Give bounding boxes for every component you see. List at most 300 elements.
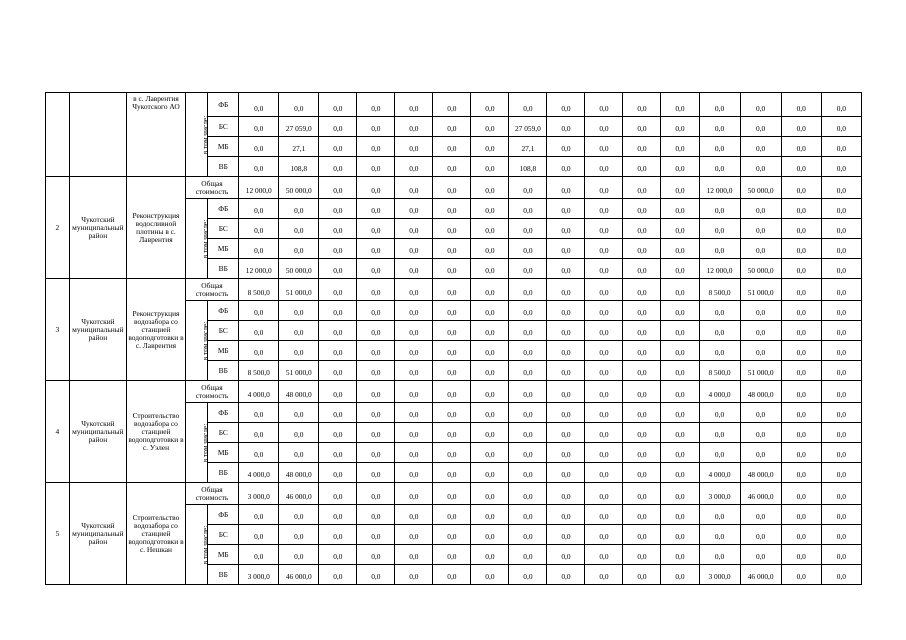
value-cell: 0,0 bbox=[547, 361, 585, 381]
source-cell: ФБ bbox=[208, 93, 239, 117]
value-cell: 3 000,0 bbox=[239, 483, 279, 505]
value-cell: 0,0 bbox=[471, 137, 509, 157]
value-cell: 0,0 bbox=[319, 321, 357, 341]
value-cell: 0,0 bbox=[740, 423, 781, 443]
value-cell: 0,0 bbox=[661, 219, 699, 239]
value-cell: 0,0 bbox=[585, 545, 623, 565]
project-cell: в с. Лаврентия Чукотского АО bbox=[127, 93, 186, 177]
value-cell: 0,0 bbox=[781, 301, 821, 321]
value-cell: 0,0 bbox=[433, 177, 471, 199]
value-cell: 0,0 bbox=[239, 403, 279, 423]
value-cell: 0,0 bbox=[509, 279, 547, 301]
value-cell: 0,0 bbox=[509, 423, 547, 443]
value-cell: 0,0 bbox=[395, 177, 433, 199]
total-cost-label: Общая стоимость bbox=[185, 279, 238, 301]
source-cell: БС bbox=[208, 423, 239, 443]
value-cell: 0,0 bbox=[395, 301, 433, 321]
value-cell: 3 000,0 bbox=[239, 565, 279, 585]
value-cell: 0,0 bbox=[740, 525, 781, 545]
value-cell: 0,0 bbox=[781, 505, 821, 525]
rotated-label: в том числе: bbox=[200, 525, 210, 564]
project-cell: Строительство водозабора со станцией водоподготовки в с. Нешкан bbox=[127, 483, 186, 585]
value-cell: 0,0 bbox=[699, 219, 740, 239]
value-cell: 0,0 bbox=[623, 443, 661, 463]
value-cell: 0,0 bbox=[509, 361, 547, 381]
value-cell: 8 500,0 bbox=[239, 279, 279, 301]
value-cell: 50 000,0 bbox=[740, 177, 781, 199]
value-cell: 0,0 bbox=[740, 403, 781, 423]
value-cell: 0,0 bbox=[433, 321, 471, 341]
value-cell: 0,0 bbox=[585, 525, 623, 545]
rotated-label: в том числе: bbox=[200, 219, 210, 258]
value-cell: 0,0 bbox=[395, 505, 433, 525]
value-cell: 0,0 bbox=[433, 423, 471, 443]
value-cell: 0,0 bbox=[239, 157, 279, 177]
value-cell: 0,0 bbox=[547, 279, 585, 301]
value-cell: 0,0 bbox=[471, 279, 509, 301]
value-cell: 0,0 bbox=[699, 117, 740, 137]
row-number-cell: 2 bbox=[46, 177, 70, 279]
value-cell: 0,0 bbox=[547, 443, 585, 463]
value-cell: 0,0 bbox=[623, 483, 661, 505]
value-cell: 0,0 bbox=[623, 463, 661, 483]
value-cell: 0,0 bbox=[781, 463, 821, 483]
rotated-label-cell bbox=[185, 301, 208, 381]
value-cell: 0,0 bbox=[471, 117, 509, 137]
value-cell: 0,0 bbox=[319, 545, 357, 565]
value-cell: 4 000,0 bbox=[239, 381, 279, 403]
value-cell: 0,0 bbox=[781, 483, 821, 505]
value-cell: 0,0 bbox=[395, 239, 433, 259]
value-cell: 3 000,0 bbox=[699, 565, 740, 585]
municipality-cell: Чукотский муниципальный район bbox=[69, 279, 127, 381]
value-cell: 0,0 bbox=[623, 361, 661, 381]
value-cell: 0,0 bbox=[623, 177, 661, 199]
value-cell: 0,0 bbox=[395, 565, 433, 585]
value-cell: 0,0 bbox=[509, 93, 547, 117]
value-cell: 0,0 bbox=[585, 505, 623, 525]
value-cell: 0,0 bbox=[319, 403, 357, 423]
value-cell: 48 000,0 bbox=[279, 381, 319, 403]
value-cell: 51 000,0 bbox=[740, 361, 781, 381]
value-cell: 0,0 bbox=[471, 93, 509, 117]
value-cell: 0,0 bbox=[319, 157, 357, 177]
value-cell: 0,0 bbox=[357, 505, 395, 525]
source-cell: ВБ bbox=[208, 565, 239, 585]
source-cell: МБ bbox=[208, 545, 239, 565]
value-cell: 0,0 bbox=[357, 93, 395, 117]
value-cell: 0,0 bbox=[319, 525, 357, 545]
value-cell: 0,0 bbox=[357, 381, 395, 403]
value-cell: 0,0 bbox=[547, 93, 585, 117]
value-cell: 0,0 bbox=[661, 137, 699, 157]
value-cell: 0,0 bbox=[699, 403, 740, 423]
value-cell: 0,0 bbox=[740, 93, 781, 117]
value-cell: 0,0 bbox=[319, 93, 357, 117]
value-cell: 0,0 bbox=[239, 443, 279, 463]
value-cell: 0,0 bbox=[509, 443, 547, 463]
value-cell: 0,0 bbox=[239, 137, 279, 157]
value-cell: 0,0 bbox=[471, 403, 509, 423]
value-cell: 0,0 bbox=[395, 341, 433, 361]
value-cell: 0,0 bbox=[395, 157, 433, 177]
value-cell: 0,0 bbox=[547, 525, 585, 545]
value-cell: 0,0 bbox=[821, 157, 861, 177]
value-cell: 0,0 bbox=[357, 157, 395, 177]
value-cell: 0,0 bbox=[585, 443, 623, 463]
value-cell: 0,0 bbox=[699, 505, 740, 525]
number-cell bbox=[46, 93, 70, 177]
value-cell: 0,0 bbox=[623, 403, 661, 423]
value-cell: 0,0 bbox=[781, 137, 821, 157]
value-cell: 0,0 bbox=[509, 177, 547, 199]
value-cell: 0,0 bbox=[547, 321, 585, 341]
value-cell: 0,0 bbox=[821, 117, 861, 137]
value-cell: 0,0 bbox=[585, 565, 623, 585]
value-cell: 0,0 bbox=[471, 483, 509, 505]
value-cell: 0,0 bbox=[781, 259, 821, 279]
value-cell: 0,0 bbox=[509, 199, 547, 219]
value-cell: 0,0 bbox=[471, 525, 509, 545]
value-cell: 0,0 bbox=[781, 219, 821, 239]
value-cell: 0,0 bbox=[433, 403, 471, 423]
value-cell: 0,0 bbox=[319, 381, 357, 403]
value-cell: 0,0 bbox=[740, 341, 781, 361]
value-cell: 4 000,0 bbox=[699, 463, 740, 483]
value-cell: 0,0 bbox=[740, 199, 781, 219]
value-cell: 0,0 bbox=[433, 219, 471, 239]
value-cell: 0,0 bbox=[781, 341, 821, 361]
value-cell: 0,0 bbox=[547, 177, 585, 199]
value-cell: 0,0 bbox=[433, 505, 471, 525]
row-number-cell: 3 bbox=[46, 279, 70, 381]
value-cell: 0,0 bbox=[821, 137, 861, 157]
value-cell: 0,0 bbox=[623, 301, 661, 321]
municipality-cell: Чукотский муниципальный район bbox=[69, 381, 127, 483]
municipality-cell bbox=[69, 93, 127, 177]
value-cell: 46 000,0 bbox=[279, 565, 319, 585]
value-cell: 0,0 bbox=[661, 545, 699, 565]
value-cell: 0,0 bbox=[319, 301, 357, 321]
value-cell: 8 500,0 bbox=[239, 361, 279, 381]
value-cell: 0,0 bbox=[699, 341, 740, 361]
value-cell: 0,0 bbox=[699, 443, 740, 463]
value-cell: 0,0 bbox=[821, 219, 861, 239]
value-cell: 0,0 bbox=[433, 443, 471, 463]
value-cell: 0,0 bbox=[623, 93, 661, 117]
value-cell: 0,0 bbox=[279, 505, 319, 525]
value-cell: 0,0 bbox=[661, 279, 699, 301]
value-cell: 0,0 bbox=[661, 301, 699, 321]
value-cell: 0,0 bbox=[319, 423, 357, 443]
value-cell: 0,0 bbox=[509, 259, 547, 279]
value-cell: 12 000,0 bbox=[699, 177, 740, 199]
value-cell: 0,0 bbox=[471, 157, 509, 177]
source-cell: МБ bbox=[208, 239, 239, 259]
value-cell: 0,0 bbox=[471, 443, 509, 463]
value-cell: 4 000,0 bbox=[239, 463, 279, 483]
value-cell: 50 000,0 bbox=[279, 259, 319, 279]
value-cell: 0,0 bbox=[547, 423, 585, 443]
value-cell: 0,0 bbox=[471, 219, 509, 239]
value-cell: 0,0 bbox=[433, 259, 471, 279]
value-cell: 0,0 bbox=[239, 545, 279, 565]
source-cell: ВБ bbox=[208, 463, 239, 483]
value-cell: 0,0 bbox=[821, 301, 861, 321]
value-cell: 0,0 bbox=[239, 505, 279, 525]
value-cell: 0,0 bbox=[821, 483, 861, 505]
value-cell: 46 000,0 bbox=[279, 483, 319, 505]
value-cell: 0,0 bbox=[661, 199, 699, 219]
value-cell: 0,0 bbox=[395, 381, 433, 403]
value-cell: 0,0 bbox=[279, 443, 319, 463]
project-cell: Строительство водозабора со станцией водоподготовки в с. Уэлен bbox=[127, 381, 186, 483]
value-cell: 0,0 bbox=[585, 463, 623, 483]
table-row bbox=[46, 93, 862, 117]
value-cell: 0,0 bbox=[585, 117, 623, 137]
value-cell: 0,0 bbox=[395, 403, 433, 423]
value-cell: 0,0 bbox=[740, 321, 781, 341]
value-cell: 0,0 bbox=[357, 239, 395, 259]
value-cell: 0,0 bbox=[585, 157, 623, 177]
source-cell: МБ bbox=[208, 443, 239, 463]
value-cell: 46 000,0 bbox=[740, 565, 781, 585]
value-cell: 0,0 bbox=[661, 239, 699, 259]
value-cell: 0,0 bbox=[699, 93, 740, 117]
value-cell: 0,0 bbox=[395, 361, 433, 381]
value-cell: 0,0 bbox=[740, 239, 781, 259]
value-cell: 0,0 bbox=[395, 443, 433, 463]
value-cell: 0,0 bbox=[319, 341, 357, 361]
value-cell: 0,0 bbox=[547, 381, 585, 403]
value-cell: 0,0 bbox=[585, 137, 623, 157]
value-cell: 0,0 bbox=[585, 403, 623, 423]
value-cell: 0,0 bbox=[781, 565, 821, 585]
value-cell: 0,0 bbox=[471, 199, 509, 219]
value-cell: 0,0 bbox=[781, 93, 821, 117]
value-cell: 0,0 bbox=[740, 545, 781, 565]
value-cell: 0,0 bbox=[585, 93, 623, 117]
table-row bbox=[46, 177, 862, 199]
value-cell: 51 000,0 bbox=[740, 279, 781, 301]
value-cell: 0,0 bbox=[781, 361, 821, 381]
value-cell: 0,0 bbox=[781, 545, 821, 565]
value-cell: 0,0 bbox=[357, 525, 395, 545]
value-cell: 0,0 bbox=[279, 545, 319, 565]
value-cell: 0,0 bbox=[239, 93, 279, 117]
value-cell: 0,0 bbox=[279, 525, 319, 545]
value-cell: 0,0 bbox=[395, 545, 433, 565]
value-cell: 27,1 bbox=[279, 137, 319, 157]
value-cell: 50 000,0 bbox=[740, 259, 781, 279]
value-cell: 0,0 bbox=[319, 565, 357, 585]
value-cell: 0,0 bbox=[547, 565, 585, 585]
value-cell: 0,0 bbox=[433, 525, 471, 545]
value-cell: 0,0 bbox=[239, 199, 279, 219]
rotated-label-cell bbox=[185, 199, 208, 279]
value-cell: 0,0 bbox=[623, 545, 661, 565]
value-cell: 0,0 bbox=[585, 239, 623, 259]
value-cell: 0,0 bbox=[547, 463, 585, 483]
table-row bbox=[46, 381, 862, 403]
value-cell: 0,0 bbox=[699, 239, 740, 259]
source-cell: БС bbox=[208, 321, 239, 341]
value-cell: 0,0 bbox=[509, 321, 547, 341]
value-cell: 0,0 bbox=[395, 525, 433, 545]
value-cell: 0,0 bbox=[433, 239, 471, 259]
value-cell: 0,0 bbox=[471, 423, 509, 443]
value-cell: 51 000,0 bbox=[279, 279, 319, 301]
value-cell: 0,0 bbox=[740, 117, 781, 137]
value-cell: 0,0 bbox=[781, 117, 821, 137]
value-cell: 0,0 bbox=[547, 545, 585, 565]
value-cell: 0,0 bbox=[279, 321, 319, 341]
value-cell: 0,0 bbox=[395, 321, 433, 341]
row-number-cell: 5 bbox=[46, 483, 70, 585]
value-cell: 0,0 bbox=[821, 565, 861, 585]
value-cell: 27 059,0 bbox=[279, 117, 319, 137]
value-cell: 0,0 bbox=[509, 565, 547, 585]
value-cell: 0,0 bbox=[471, 361, 509, 381]
value-cell: 0,0 bbox=[319, 463, 357, 483]
value-cell: 0,0 bbox=[547, 219, 585, 239]
value-cell: 0,0 bbox=[623, 157, 661, 177]
value-cell: 0,0 bbox=[395, 219, 433, 239]
value-cell: 0,0 bbox=[279, 403, 319, 423]
value-cell: 0,0 bbox=[471, 321, 509, 341]
value-cell: 0,0 bbox=[433, 93, 471, 117]
value-cell: 0,0 bbox=[357, 341, 395, 361]
value-cell: 0,0 bbox=[471, 381, 509, 403]
value-cell: 0,0 bbox=[357, 279, 395, 301]
value-cell: 0,0 bbox=[471, 239, 509, 259]
value-cell: 0,0 bbox=[740, 443, 781, 463]
budget-table bbox=[45, 92, 862, 585]
value-cell: 0,0 bbox=[357, 259, 395, 279]
value-cell: 0,0 bbox=[471, 565, 509, 585]
source-cell: ФБ bbox=[208, 403, 239, 423]
source-cell: БС bbox=[208, 219, 239, 239]
value-cell: 0,0 bbox=[395, 93, 433, 117]
value-cell: 0,0 bbox=[661, 361, 699, 381]
value-cell: 0,0 bbox=[395, 463, 433, 483]
value-cell: 0,0 bbox=[821, 505, 861, 525]
value-cell: 0,0 bbox=[585, 177, 623, 199]
value-cell: 0,0 bbox=[357, 463, 395, 483]
value-cell: 0,0 bbox=[279, 219, 319, 239]
value-cell: 0,0 bbox=[319, 483, 357, 505]
value-cell: 0,0 bbox=[357, 565, 395, 585]
municipality-cell: Чукотский муниципальный район bbox=[69, 177, 127, 279]
value-cell: 108,8 bbox=[279, 157, 319, 177]
value-cell: 0,0 bbox=[509, 505, 547, 525]
value-cell: 0,0 bbox=[699, 321, 740, 341]
value-cell: 0,0 bbox=[821, 259, 861, 279]
value-cell: 0,0 bbox=[661, 93, 699, 117]
value-cell: 0,0 bbox=[781, 157, 821, 177]
value-cell: 0,0 bbox=[661, 525, 699, 545]
value-cell: 0,0 bbox=[781, 403, 821, 423]
value-cell: 0,0 bbox=[661, 381, 699, 403]
source-cell: БС bbox=[208, 117, 239, 137]
project-cell: Реконструкция водозабора со станцией водоподготовки в с. Лаврентия bbox=[127, 279, 186, 381]
budget-table-body bbox=[46, 93, 862, 585]
value-cell: 0,0 bbox=[471, 545, 509, 565]
value-cell: 0,0 bbox=[357, 321, 395, 341]
value-cell: 0,0 bbox=[471, 341, 509, 361]
value-cell: 0,0 bbox=[239, 301, 279, 321]
value-cell: 0,0 bbox=[319, 177, 357, 199]
value-cell: 0,0 bbox=[585, 279, 623, 301]
value-cell: 0,0 bbox=[623, 423, 661, 443]
value-cell: 0,0 bbox=[239, 321, 279, 341]
value-cell: 0,0 bbox=[509, 239, 547, 259]
value-cell: 0,0 bbox=[433, 117, 471, 137]
value-cell: 0,0 bbox=[781, 279, 821, 301]
value-cell: 0,0 bbox=[585, 381, 623, 403]
value-cell: 0,0 bbox=[699, 525, 740, 545]
value-cell: 0,0 bbox=[433, 463, 471, 483]
value-cell: 0,0 bbox=[781, 239, 821, 259]
value-cell: 50 000,0 bbox=[279, 177, 319, 199]
value-cell: 0,0 bbox=[781, 199, 821, 219]
value-cell: 0,0 bbox=[781, 443, 821, 463]
value-cell: 0,0 bbox=[319, 361, 357, 381]
value-cell: 0,0 bbox=[509, 483, 547, 505]
value-cell: 0,0 bbox=[509, 403, 547, 423]
value-cell: 0,0 bbox=[471, 301, 509, 321]
value-cell: 0,0 bbox=[319, 199, 357, 219]
value-cell: 0,0 bbox=[319, 259, 357, 279]
value-cell: 0,0 bbox=[661, 177, 699, 199]
value-cell: 0,0 bbox=[239, 239, 279, 259]
value-cell: 0,0 bbox=[509, 381, 547, 403]
value-cell: 0,0 bbox=[471, 463, 509, 483]
value-cell: 48 000,0 bbox=[279, 463, 319, 483]
value-cell: 0,0 bbox=[547, 239, 585, 259]
value-cell: 0,0 bbox=[433, 545, 471, 565]
budget-table-sheet bbox=[45, 92, 862, 585]
value-cell: 0,0 bbox=[661, 321, 699, 341]
value-cell: 0,0 bbox=[357, 199, 395, 219]
rotated-label: в том числе: bbox=[200, 423, 210, 462]
value-cell: 0,0 bbox=[357, 177, 395, 199]
value-cell: 0,0 bbox=[781, 525, 821, 545]
value-cell: 0,0 bbox=[661, 505, 699, 525]
value-cell: 3 000,0 bbox=[699, 483, 740, 505]
value-cell: 0,0 bbox=[547, 259, 585, 279]
value-cell: 0,0 bbox=[547, 137, 585, 157]
value-cell: 0,0 bbox=[279, 239, 319, 259]
source-cell: ВБ bbox=[208, 259, 239, 279]
value-cell: 0,0 bbox=[547, 301, 585, 321]
value-cell: 0,0 bbox=[585, 321, 623, 341]
value-cell: 0,0 bbox=[319, 137, 357, 157]
value-cell: 0,0 bbox=[740, 137, 781, 157]
value-cell: 0,0 bbox=[585, 341, 623, 361]
value-cell: 0,0 bbox=[821, 199, 861, 219]
value-cell: 0,0 bbox=[509, 525, 547, 545]
value-cell: 0,0 bbox=[821, 279, 861, 301]
value-cell: 0,0 bbox=[357, 403, 395, 423]
value-cell: 0,0 bbox=[585, 483, 623, 505]
value-cell: 0,0 bbox=[661, 443, 699, 463]
value-cell: 0,0 bbox=[740, 157, 781, 177]
value-cell: 0,0 bbox=[239, 525, 279, 545]
value-cell: 0,0 bbox=[623, 137, 661, 157]
value-cell: 27 059,0 bbox=[509, 117, 547, 137]
value-cell: 0,0 bbox=[357, 545, 395, 565]
